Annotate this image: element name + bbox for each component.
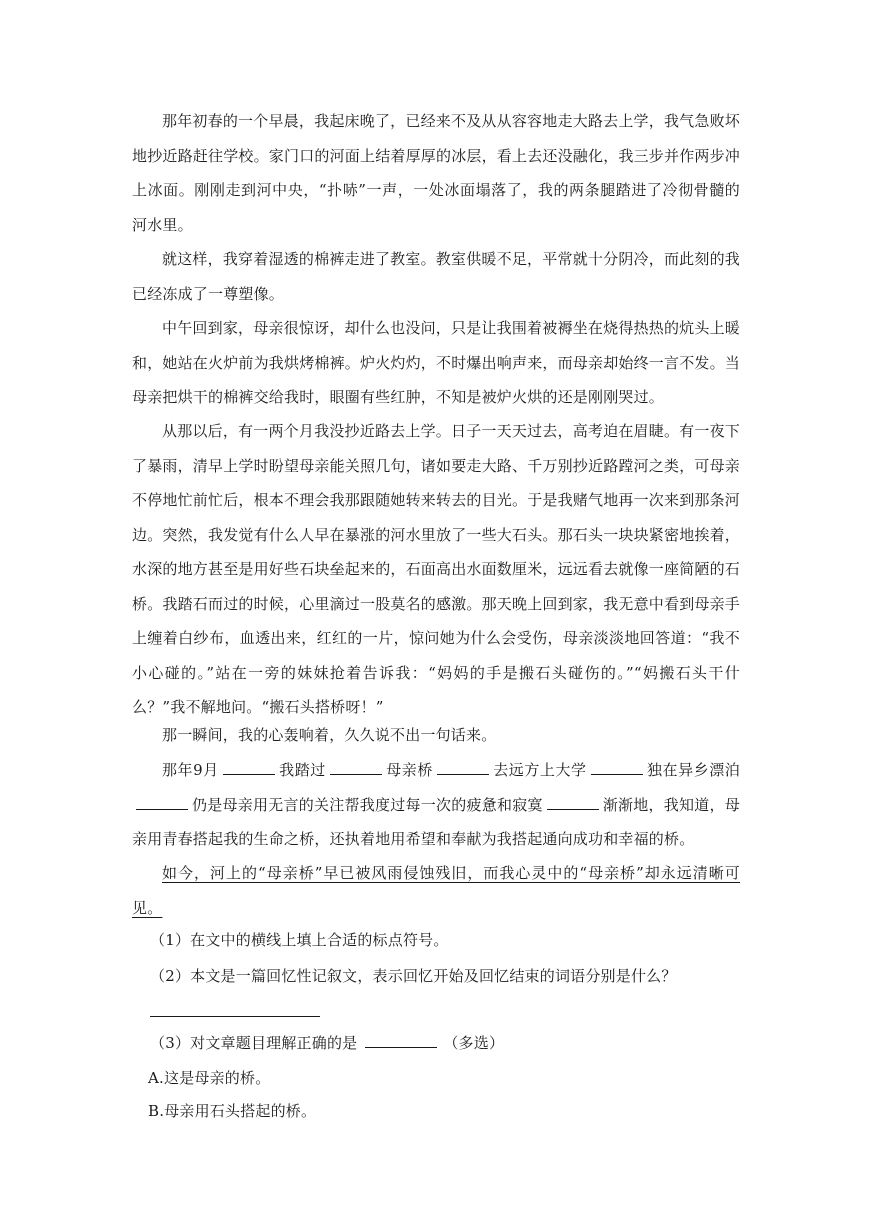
answer-blank[interactable] <box>365 1033 437 1048</box>
paragraph-4: 从那以后，有一两个月我没抄近路去上学。日子一天天过去，高考迫在眉睫。有一夜下了暴雨，清早上学时盼望母亲能关照几句，诸如要走大路、千万别抄近路蹚河之类，可母亲不停地忙前忙后，根本不理会我那跟随她转来转去的目光。于是我赌气地再一次来到那条河边。突然，我发觉有什么人早在暴涨的河水里放了一些大石头。那石头一块块紧密地挨着，水深的地方甚至是用好些石块垒起来的，石面高出水面数厘米，远远看去就像一座简陋的石桥。我踏石而过的时候，心里滴过一股莫名的感激。那天晚上回到家，我无意中看到母亲手上缠着白纱布，血透出来，红红的一片，惊问她为什么会受伤，母亲淡淡地回答道：“我不小心碰的。”站在一旁的妹妹抢着告诉我：“妈妈的手是搬石头碰伤的。”“妈搬石头干什么？”我不解地问。“搬石头搭桥呀！” <box>132 422 741 716</box>
segment-4: 去远方上大学 <box>492 761 587 779</box>
option-a: A.这是母亲的桥。 <box>148 1069 271 1087</box>
question-3-suffix: （多选） <box>443 1034 505 1052</box>
paragraph-1: 那年初春的一个早晨，我起床晚了，已经来不及从从容容地走大路去上学，我气急败坏地抄近路赶往学校。家门口的河面上结着厚厚的冰层，看上去还没融化，我三步并作两步冲上冰面。刚刚走到河中央，“扑哧”一声，一处冰面塌落了，我的两条腿踏进了冷彻骨髓的河水里。 <box>132 112 741 234</box>
paragraph-2: 就这样，我穿着湿透的棉裤走进了教室。教室供暖不足，平常就十分阴冷，而此刻的我已经冻成了一尊塑像。 <box>132 250 740 303</box>
paragraph-7 <box>132 856 740 925</box>
paragraph-5: 那一瞬间，我的心轰响着，久久说不出一句话来。 <box>162 726 497 744</box>
question-3 <box>150 1033 504 1053</box>
punctuation-blank-6[interactable] <box>547 795 599 810</box>
question-2: （2）本文是一篇回忆性记叙文，表示回忆开始及回忆结束的词语分别是什么？ <box>150 967 677 985</box>
question-3-prefix: （3）对文章题目理解正确的是 <box>150 1034 358 1052</box>
punctuation-blank-5[interactable] <box>136 795 188 810</box>
segment-7: 渐渐地，我知道，母亲用青春搭起我的生命之桥，还执着地用希望和奉献为我搭起通向成功和幸福的桥。 <box>132 795 740 848</box>
segment-3: 母亲桥 <box>385 761 433 779</box>
question-1: （1）在文中的横线上填上合适的标点符号。 <box>150 931 449 949</box>
answer-line[interactable] <box>150 1016 320 1017</box>
paragraph-6-fill-in <box>132 753 740 857</box>
option-b: B.母亲用石头搭起的桥。 <box>148 1102 317 1120</box>
segment-6: 仍是母亲用无言的关注帮我度过每一次的疲惫和寂寞 <box>192 795 543 814</box>
punctuation-blank-3[interactable] <box>437 760 489 775</box>
segment-5: 独在异乡漂泊 <box>646 761 740 779</box>
segment-1: 那年9月 <box>162 761 219 779</box>
paragraph-3: 中午回到家，母亲很惊讶，却什么也没问，只是让我围着被褥坐在烧得热热的炕头上暖和，她站在火炉前为我烘烤棉裤。炉火灼灼，不时爆出响声来，而母亲却始终一言不发。当母亲把烘干的棉裤交给我时，眼圈有些红肿，不知是被炉火烘的还是刚刚哭过。 <box>132 319 741 406</box>
punctuation-blank-1[interactable] <box>223 760 275 775</box>
punctuation-blank-2[interactable] <box>330 760 382 775</box>
segment-2: 我踏过 <box>278 761 326 779</box>
punctuation-blank-4[interactable] <box>591 760 643 775</box>
underlined-sentence: 如今，河上的“母亲桥”早已被风雨侵蚀残旧，而我心灵中的“母亲桥”却永远清晰可见。 <box>132 864 740 917</box>
